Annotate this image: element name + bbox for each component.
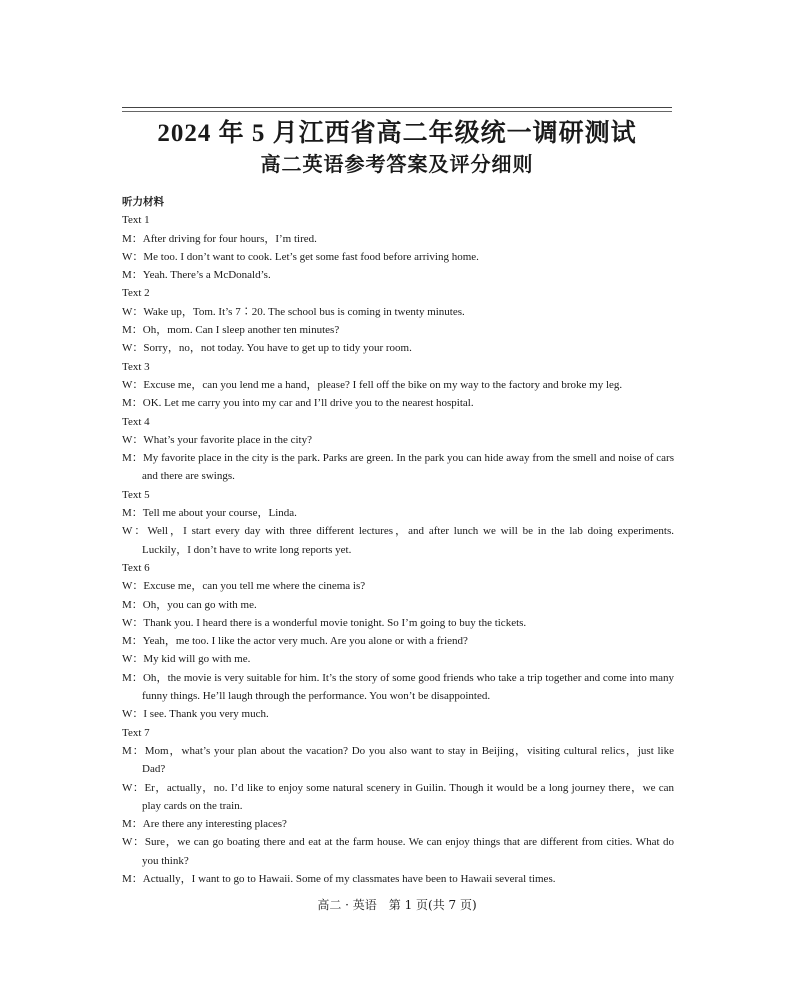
dialogue-line: W：I see. Thank you very much. (122, 708, 269, 721)
dialogue-line: M：Tell me about your course，Linda. (122, 507, 297, 520)
dialogue-line: M：Yeah，me too. I like the actor very much. Are you alone or with a friend? (122, 635, 468, 648)
dialogue-line: M：Oh，the movie is very suitable for him. It’s the story of some good friends who take a trip together and come into many funny things. He’ll laugh through the performance. You won’t be disappointed. (122, 671, 674, 703)
text-block-6 (122, 559, 674, 724)
section-heading: 听力材料 (122, 196, 164, 208)
dialogue-line: M：OK. Let me carry you into my car and I’ll drive you to the nearest hospital. (122, 397, 474, 410)
page-footer: 高二 · 英语 第 1 页(共 7 页) (317, 898, 477, 912)
dialogue-line: M：Yeah. There’s a McDonald’s. (122, 269, 271, 282)
text-block-3 (122, 358, 674, 413)
dialogue-line: M：Oh，you can go with me. (122, 598, 257, 611)
dialogue-line: W：Me too. I don’t want to cook. Let’s get some fast food before arriving home. (122, 250, 479, 263)
dialogue-line: W：Well，I start every day with three different lectures，and after lunch we will be in the lab doing experiments. Luckily，I don’t have to write long reports yet. (122, 525, 674, 556)
dialogue-line: W：My kid will go with me. (122, 653, 251, 666)
text-label: Text 4 (122, 415, 150, 428)
dialogue-line: W：Sure，we can go boating there and eat at the farm house. We can enjoy things that are different from cities. What do you think? (122, 836, 674, 867)
dialogue-line: M：My favorite place in the city is the park. Parks are green. In the park you can hide away from the smell and noise of cars and there are swings. (122, 452, 674, 483)
dialogue-line: M：Mom，what’s your plan about the vacation? Do you also want to stay in Beijing，visiting cultural relics，just like Dad? (122, 744, 674, 776)
text-block-1 (122, 211, 674, 284)
dialogue-line: W：Wake up，Tom. It’s 7∶20. The school bus is coming in twenty minutes. (122, 305, 465, 318)
document-body (122, 193, 674, 888)
text-label: Text 5 (122, 488, 150, 501)
header-rule-bottom (122, 111, 672, 112)
dialogue-line: W：Sorry，no，not today. You have to get up to tidy your room. (122, 342, 412, 355)
dialogue-line: W：What’s your favorite place in the city? (122, 433, 312, 446)
text-block-5 (122, 486, 674, 559)
text-label: Text 3 (122, 360, 150, 373)
dialogue-line: M：After driving for four hours，I’m tired. (122, 232, 317, 245)
text-block-2 (122, 284, 674, 357)
text-label: Text 2 (122, 287, 150, 300)
dialogue-line: M：Actually，I want to go to Hawaii. Some of my classmates have been to Hawaii several times. (122, 872, 556, 885)
dialogue-line: W：Excuse me，can you tell me where the cinema is? (122, 580, 366, 593)
dialogue-line: M：Are there any interesting places? (122, 818, 287, 831)
page-subtitle: 高二英语参考答案及评分细则 (260, 152, 534, 176)
dialogue-line: W：Thank you. I heard there is a wonderful movie tonight. So I’m going to buy the tickets. (122, 616, 527, 629)
text-label: Text 6 (122, 561, 150, 574)
header-rule-top (122, 107, 672, 108)
dialogue-line: W：Excuse me，can you lend me a hand，please? I fell off the bike on my way to the factory and broke my leg. (122, 378, 623, 391)
text-label: Text 7 (122, 726, 150, 739)
page-title: 2024 年 5 月江西省高二年级统一调研测试 (157, 120, 637, 147)
text-label: Text 1 (122, 214, 150, 227)
text-block-4 (122, 413, 674, 486)
dialogue-line: M：Oh，mom. Can I sleep another ten minutes? (122, 324, 340, 337)
dialogue-line: W：Er，actually，no. I’d like to enjoy some natural scenery in Guilin. Though it would be a long journey there，we can play cards on the train. (122, 781, 674, 812)
text-block-7 (122, 724, 674, 889)
